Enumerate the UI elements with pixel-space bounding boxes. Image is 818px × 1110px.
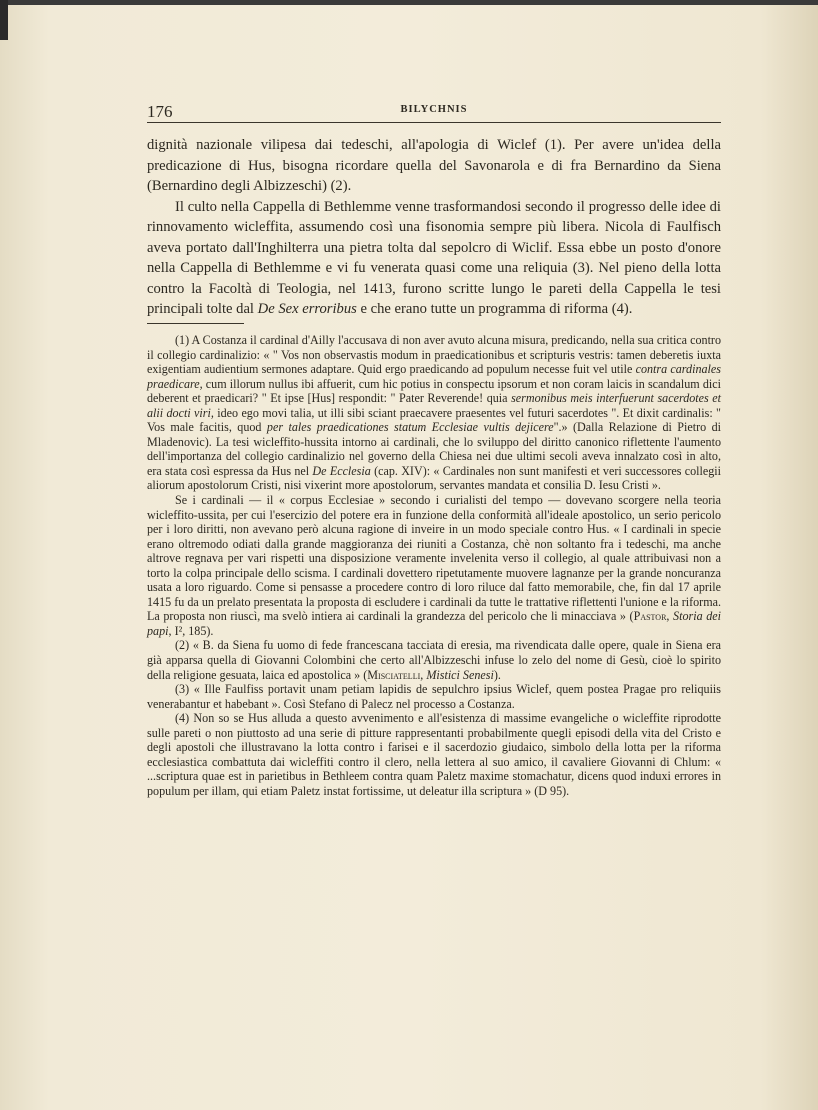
footnote-1-text: ".» (Dalla Relazione di Pietro di Mladenovic). La tesi wicleffito-hussita intorno ai cardinali, che lo sviluppo del diritto canonico riflettente l'aumento dell'importanza del collegio cardinalizio nel governo della Chiesa nei due ultimi secoli aveva innalzato così in alto, era stata così espressa da Hus nel [147, 420, 721, 478]
work-title: Mistici Senesi [426, 667, 494, 682]
footnote-1b-text: , I², 185). [168, 623, 214, 638]
footnote-1-text: cum illorum nullus ibi affuerit, cum hic potius in conspectu ipsorum et non coram laicis in scandalum dici deberent et praedicari? " Et ipse [Hus] respondit: " Pater Reverende! quia [147, 376, 721, 406]
footnote-1-italic: per tales praedicationes statum Ecclesiae vultis dejicere [266, 420, 554, 435]
paragraph-2-text: Il culto nella Cappella di Bethlemme venne trasformandosi secondo il progresso delle idee di rinnovamento wicleffita, assumendo così una fisonomia sempre più libera. Nicola di Faulfisch aveva portato dall'Inghilterra una pietra tolta dal sepolcro di Wiclif. Essa ebbe un posto d'onore nella Cappella di Bethlemme e vi fu venerata quasi come una reliquia (3). Nel pieno della lotta contro la Facoltà di Teologia, nel 1413, furono scritte lungo le pareti della Cappella le tesi principali tolte dal [147, 198, 721, 317]
footnote-2-text: ). [493, 667, 501, 682]
author-name: Misciatelli [367, 667, 421, 682]
footnote-3: (3) « Ille Faulfiss portavit unam petiam lapidis de sepulchro ipsius Wiclef, quem postea Pragae pro reliquiis venerabantur et habebant ». Così Stefano di Palecz nel processo a Costanza. [147, 682, 721, 711]
footnote-2-text: (2) « B. da Siena fu uomo di fede francescana tacciata di eresia, ma rivendicata dalle opere, quale in Siena era già apparsa quella di Giovanni Colombini che certo all'Albizzeschi infuse lo zelo del nome di Gesù, cioè lo spirito della religione gesuata, laica ed apostolica » ( [147, 638, 721, 682]
footnote-1-italic: De Ecclesia [312, 463, 371, 478]
footnote-1-continued [147, 493, 721, 638]
footnotes [147, 333, 721, 799]
footnote-1-italic: contra cardinales praedicare, [147, 362, 721, 391]
footnote-1 [147, 333, 721, 493]
footnote-1-text: (cap. XIV): « Cardinales non sunt manifesti et veri successores collegii aliorum apostolorum Cristi, nisi vixerint more apostolorum, servantes mandata et consilia D. Iesu Cristi ». [147, 463, 721, 493]
page-corner-shadow [0, 0, 8, 40]
main-text [147, 135, 721, 320]
footnote-1b-text: , [666, 609, 670, 624]
paragraph-2-end: e che erano tutte un programma di riforma (4). [360, 301, 633, 317]
page-top-shadow [0, 0, 818, 5]
footnote-2-text: , [420, 667, 424, 682]
running-head [147, 100, 721, 123]
paragraph-2 [147, 197, 721, 320]
author-name: Pastor [633, 609, 667, 624]
page-number: 176 [147, 102, 173, 121]
footnote-1b-text: Se i cardinali — il « corpus Ecclesiae » secondo i curialisti del tempo — dovevano scorgere nella teoria wicleffito-ussita, per cui l'esercizio del potere era in funzione della conformità all'ideale apostolico, un serio pericolo per i loro diritti, non avevano però alcuna ragione di inveire in un modo speciale contro Hus. « I cardinali in specie erano oltremodo odiati dalla grande maggioranza dei riuniti a Costanza, chè non soltanto fra i tedeschi, ma anche altrove regnava per vari rispetti una disposizione veramente invelenita verso il collegio, al quale attribuivasi non a torto la colpa principale dello scisma. I cardinali dovettero ripetutamente muovere lagnanze per la grande noncuranza usata a loro riguardo. Come si pensasse a procedere contro di loro riluce dal fatto memorabile, che, fin dal 17 aprile 1415 fu da un prelato presentata la proposta di escludere i cardinali da tutte le trattative riflettenti l'unione e la riforma. La proposta non riuscì, ma svelò intiera ai cardinali la grandezza del pericolo che li minacciava » ( [147, 493, 721, 624]
footnote-1-italic: sermonibus meis interfuerunt sacerdotes et alii docti viri, [147, 391, 722, 420]
footnote-1-text: ideo ego movi talia, ut illi sibi sciant praecavere praesentes vel futuri sacerdotes ". Et dixit cardinalis: " Vos male facitis, quod [147, 405, 721, 435]
work-title: De Sex erroribus [257, 301, 357, 317]
footnote-1-text: (1) A Costanza il cardinal d'Ailly l'accusava di non aver avuto alcuna misura, predicando, nella sua critica contro il collegio cardinalizio: « " Vos non observastis modum in praedicationibus et scripturis vestris: tamen deberetis iuxta exigentiam audientium sermones adaptare. Quid ergo praedicando ad populum necesse fuit vel utile [147, 333, 721, 377]
footnote-2 [147, 638, 721, 682]
footnote-4: (4) Non so se Hus alluda a questo avvenimento e all'esistenza di massime evangeliche o wicleffite riprodotte sulle pareti o non piuttosto ad una serie di pitture rappresentanti probabilmente quegli episodi della vita del Cristo e degli apostoli che illustravano la lotta contro i farisei e il sacerdozio giudaico, simbolo della lotta per la riforma ecclesiastica combattuta dai wicleffiti contro il clero, nella lettera al suo amico, il cavaliere Giovanni di Chlum: « ...scriptura quae est in parietibus in Bethleem contra quam Paletz maxime stomachatur, dicens quod induxi errores in populum per illam, qui etiam Paletz instat fortissime, ut deleatur illa scriptura » (D 95). [147, 711, 721, 798]
work-title: Storia dei papi [147, 609, 721, 638]
paragraph-1: dignità nazionale vilipesa dai tedeschi, all'apologia di Wiclef (1). Per avere un'idea della predicazione di Hus, bisogna ricordare quella del Savonarola e di fra Bernardino da Siena (Bernardino degli Albizzeschi) (2). [147, 137, 721, 194]
footnote-separator [147, 323, 244, 324]
journal-title: BILYCHNIS [400, 104, 468, 115]
